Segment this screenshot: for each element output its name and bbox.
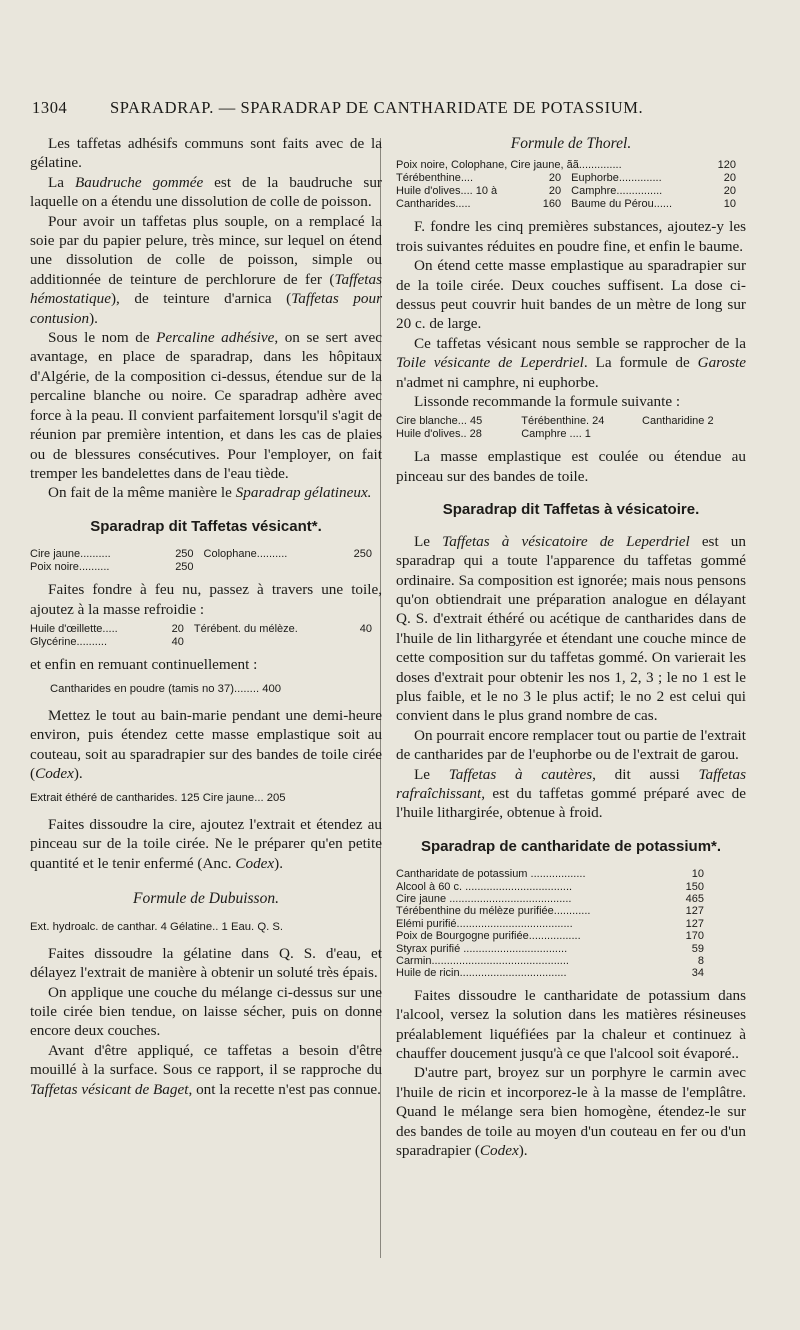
paragraph: On pourrait encore remplacer tout ou partie de l'extrait de cantharides par de l'euphorbe ou de l'extrait de garou. — [396, 726, 746, 764]
paragraph: Le Taffetas à vésicatoire de Leperdriel est un sparadrap qui a toute l'apparence du taffetas gommé ordinaire. Sa composition est ignorée; mais nous pensons qu'on obtiendrait une préparation analogue en délayant Q. S. d'extrait éthéré ou acétique de cantharides dans de l'huile de lin lithargyrée et étendant une couche mince de cette composition sur du taffetas gommé. On varierait les doses d'extrait pour obtenir les nos 1, 2, 3 ; le no 1 est le plus faible, et le no 3 le plus actif; le no 2 est celui qui convient dans le plus grand nombre de cas. — [396, 532, 746, 725]
formula-table — [396, 159, 746, 211]
ingredient-row: Styrax purifié .................................. 59 — [396, 942, 704, 955]
ingredient-row: Térébenthine du mélèze purifiée............ 127 — [396, 905, 704, 918]
formula-table — [396, 415, 746, 441]
paragraph: On fait de la même manière le Sparadrap gélatineux. — [48, 484, 372, 502]
right-column — [396, 134, 746, 1161]
section-heading: Sparadrap dit Taffetas à vésicatoire. — [442, 501, 700, 519]
formula-row: Poix noire.......... 250 — [30, 561, 194, 574]
paragraph: Pour avoir un taffetas plus souple, on a remplacé la soie par du papier pelure, très mince, sur lequel on étend une dissolution de colle de poisson, simple ou additionnée de teinture de perchlorure de fer (Taffetas hémostatique), de teinture d'arnica (Taffetas pour contusion). — [30, 212, 382, 327]
formula-line: Cantharides en poudre (tamis no 37)........ 400 — [50, 683, 282, 696]
formula-table — [30, 623, 382, 649]
paragraph: Faites dissoudre la gélatine dans Q. S. d'eau, et délayez l'extrait de manière à obtenir un soluté très épais. — [30, 944, 382, 982]
paragraph: et enfin en remuant continuellement : — [30, 655, 258, 673]
formula-line: Extrait éthéré de cantharides. 125 Cire jaune... 205 — [30, 792, 286, 805]
left-column — [30, 134, 382, 1099]
formula-heading: Formule de Dubuisson. — [133, 890, 279, 907]
formula-heading: Formule de Thorel. — [510, 135, 632, 152]
paragraph: Faites fondre à feu nu, passez à travers une toile, ajoutez à la masse refroidie : — [30, 581, 382, 618]
ingredient-row: Huile de ricin................................... 34 — [396, 967, 704, 980]
formula-row: Glycérine.......... 40 — [30, 635, 184, 648]
ingredient-row: Cantharidate de potassium .................. 10 — [396, 868, 704, 881]
section-heading: Sparadrap de cantharidate de potassium*. — [420, 837, 722, 855]
formula-row: Huile d'olives.. 28 Camphre .... 1 — [396, 428, 591, 441]
ingredient-row: Poix de Bourgogne purifiée................. 170 — [396, 930, 704, 943]
paragraph: Mettez le tout au bain-marie pendant une demi-heure environ, puis étendez cette masse emplastique soit au couteau, soit au sparadrapier sur des bandes de toile cirée (Codex). — [30, 706, 382, 782]
ingredient-row: Carmin............................................. 8 — [396, 955, 704, 968]
paragraph: La Baudruche gommée est de la baudruche sur laquelle on a étendu une dissolution de colle de poisson. — [30, 173, 382, 211]
formula-line: Ext. hydroalc. de canthar. 4 Gélatine.. 1 Eau. Q. S. — [30, 921, 284, 934]
page-number: 1304 — [32, 98, 68, 117]
formula-table — [30, 548, 382, 574]
paragraph: Avant d'être appliqué, ce taffetas a besoin d'être mouillé à la surface. Sous ce rapport, il se rapproche du Taffetas vésicant de Baget, ont la recette n'est pas connue. — [30, 1041, 382, 1098]
paragraph: On étend cette masse emplastique au sparadrapier sur de la toile cirée. Deux couches suffisent. La dose ci-dessus peut couvrir huit bandes de un mètre de long sur 20 c. de large. — [396, 257, 746, 333]
paragraph: Le Taffetas à cautères, dit aussi Taffetas rafraîchissant, est du taffetas gommé préparé avec de l'huile lithargirée, obtenue à froid. — [396, 765, 746, 822]
paragraph: Faites dissoudre la cire, ajoutez l'extrait et étendez au pinceau sur de la toile cirée. Ne le préparer qu'en petite quantité et le tenir enfermé (Anc. Codex). — [30, 815, 382, 872]
paragraph: La masse emplastique est coulée ou étendue au pinceau sur des bandes de toile. — [396, 448, 746, 485]
paragraph: F. fondre les cinq premières substances, ajoutez-y les trois suivantes réduites en poudre fine, et enfin le baume. — [396, 218, 746, 255]
ingredient-row: Alcool à 60 c. ................................... 150 — [396, 880, 704, 893]
formula-row: Cantharides..... 160 Baume du Pérou...... 10 — [396, 198, 736, 211]
formula-row: Huile d'olives.... 10 à 20 Camphre............... 20 — [396, 185, 736, 198]
formula-row: Cire jaune.......... 250 Colophane.......... 250 — [30, 548, 372, 561]
ingredient-row: Elémi purifié...................................... 127 — [396, 917, 704, 930]
paragraph: On applique une couche du mélange ci-dessus sur une toile cirée bien tendue, on laisse sécher, puis on donne encore deux couches. — [30, 983, 382, 1040]
formula-row: Huile d'œillette..... 20 Térébent. du mélèze. 40 — [30, 622, 372, 635]
ingredient-row: Cire jaune ........................................ 465 — [396, 893, 704, 905]
paragraph: Les taffetas adhésifs communs sont faits avec de la gélatine. — [30, 135, 382, 172]
paragraph: Sous le nom de Percaline adhésive, on se sert avec avantage, en place de sparadrap, dans les hôpitaux d'Algérie, de la composition ci-dessus, étendue sur de la percaline blanche ou noire. Ce sparadrap adhère avec force à la peau. Il convient parfaitement lorsqu'il s'agit de réunion par première intention, et dans les cas de plaies ou de blessures consécutives. Pour l'employer, on fait tremper les bandelettes dans de l'eau tiède. — [30, 329, 383, 482]
running-header — [32, 98, 772, 118]
formula-row: Térébenthine.... 20 Euphorbe.............. 20 — [396, 172, 736, 185]
paragraph: Faites dissoudre le cantharidate de potassium dans l'alcool, versez la solution dans les matières résineuses préalablement liquéfiées par la chaleur et continuez à chauffer doucement jusqu'à ce que l'alcool soit évaporé.. — [396, 986, 746, 1063]
ingredient-list — [396, 868, 746, 980]
formula-row: Poix noire, Colophane, Cire jaune, ãã.............. 120 — [396, 159, 736, 172]
paragraph: Lissonde recommande la formule suivante : — [414, 393, 681, 411]
formula-row: Cire blanche... 45 Térébenthine. 24 Cantharidine 2 — [396, 415, 714, 428]
section-heading: Sparadrap dit Taffetas vésicant*. — [90, 517, 322, 535]
paragraph: D'autre part, broyez sur un porphyre le carmin avec l'huile de ricin et incorporez-le à la masse de l'emplâtre. Quand le mélange sera bien homogène, étendez-le sur des bandes de toile au moyen d'un couteau en fer ou d'un sparadrapier (Codex). — [396, 1064, 746, 1160]
paragraph: Ce taffetas vésicant nous semble se rapprocher de la Toile vésicante de Leperdriel. La formule de Garoste n'admet ni camphre, ni euphorbe. — [396, 334, 746, 391]
page-title: SPARADRAP. — SPARADRAP DE CANTHARIDATE DE POTASSIUM. — [110, 98, 644, 117]
